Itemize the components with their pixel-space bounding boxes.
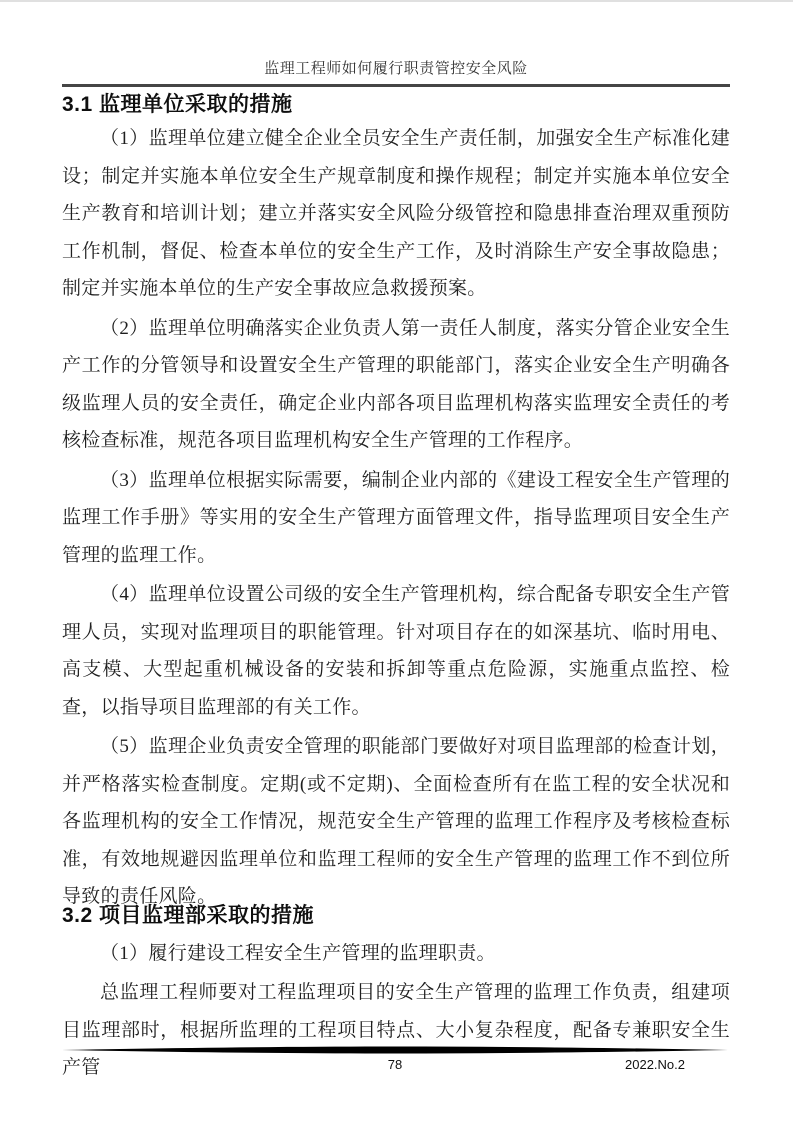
footer-row	[62, 1057, 728, 1073]
paragraph-3-1-3: （3）监理单位根据实际需要，编制企业内部的《建设工程安全生产管理的监理工作手册》等实用的安全生产管理方面管理文件，指导监理项目安全生产管理的监理工作。	[62, 469, 730, 566]
page-footer	[62, 1046, 728, 1073]
page-header	[62, 0, 730, 87]
page-header-title: 监理工程师如何履行职责管控安全风险	[264, 61, 528, 77]
paragraph-3-1-4: （4）监理单位设置公司级的安全生产管理机构，综合配备专职安全生产管理人员，实现对监理项目的职能管理。针对项目存在的如深基坑、临时用电、高支模、大型起重机械设备的安装和拆卸等重点危险源，实施重点监控、检查，以指导项目监理部的有关工作。	[62, 584, 730, 718]
paragraph-3-2-1: （1）履行建设工程安全生产管理的监理职责。	[100, 942, 496, 964]
page-number: 78	[387, 1057, 403, 1072]
paragraph-3-2-2: 总监理工程师要对工程监理项目的安全生产管理的监理工作负责，组建项目监理部时，根据所监理的工程项目特点、大小复杂程度，配备专兼职安全生产管	[62, 982, 730, 1078]
footer-rule-ornament	[62, 1046, 728, 1054]
issue-label: 2022.No.2	[625, 1057, 685, 1072]
paragraph-3-1-5: （5）监理企业负责安全管理的职能部门要做好对项目监理部的检查计划，并严格落实检查制度。定期(或不定期)、全面检查所有在监工程的安全状况和各监理机构的安全工作情况，规范安全生产管理的监理工作程序及考核检查标准，有效地规避因监理单位和监理工程师的安全生产管理的监理工作不到位所导致的责任风险。	[62, 736, 730, 907]
section-heading-3-1: 3.1 监理单位采取的措施	[62, 93, 293, 116]
paragraph-3-1-1: （1）监理单位建立健全企业全员安全生产责任制，加强安全生产标准化建设；制定并实施本单位安全生产规章制度和操作规程；制定并实施本单位安全生产教育和培训计划；建立并落实安全风险分级管控和隐患排查治理双重预防工作机制，督促、检查本单位的安全生产工作，及时消除生产安全事故隐患；制定并实施本单位的生产安全事故应急救援预案。	[62, 128, 730, 299]
page-edge-line	[0, 0, 793, 2]
paragraph-3-1-2: （2）监理单位明确落实企业负责人第一责任人制度，落实分管企业安全生产工作的分管领导和设置安全生产管理的职能部门，落实企业安全生产明确各级监理人员的安全责任，确定企业内部各项目监理机构落实监理安全责任的考核检查标准，规范各项目监理机构安全生产管理的工作程序。	[62, 317, 730, 451]
section-heading-3-2: 3.2 项目监理部采取的措施	[62, 903, 315, 927]
